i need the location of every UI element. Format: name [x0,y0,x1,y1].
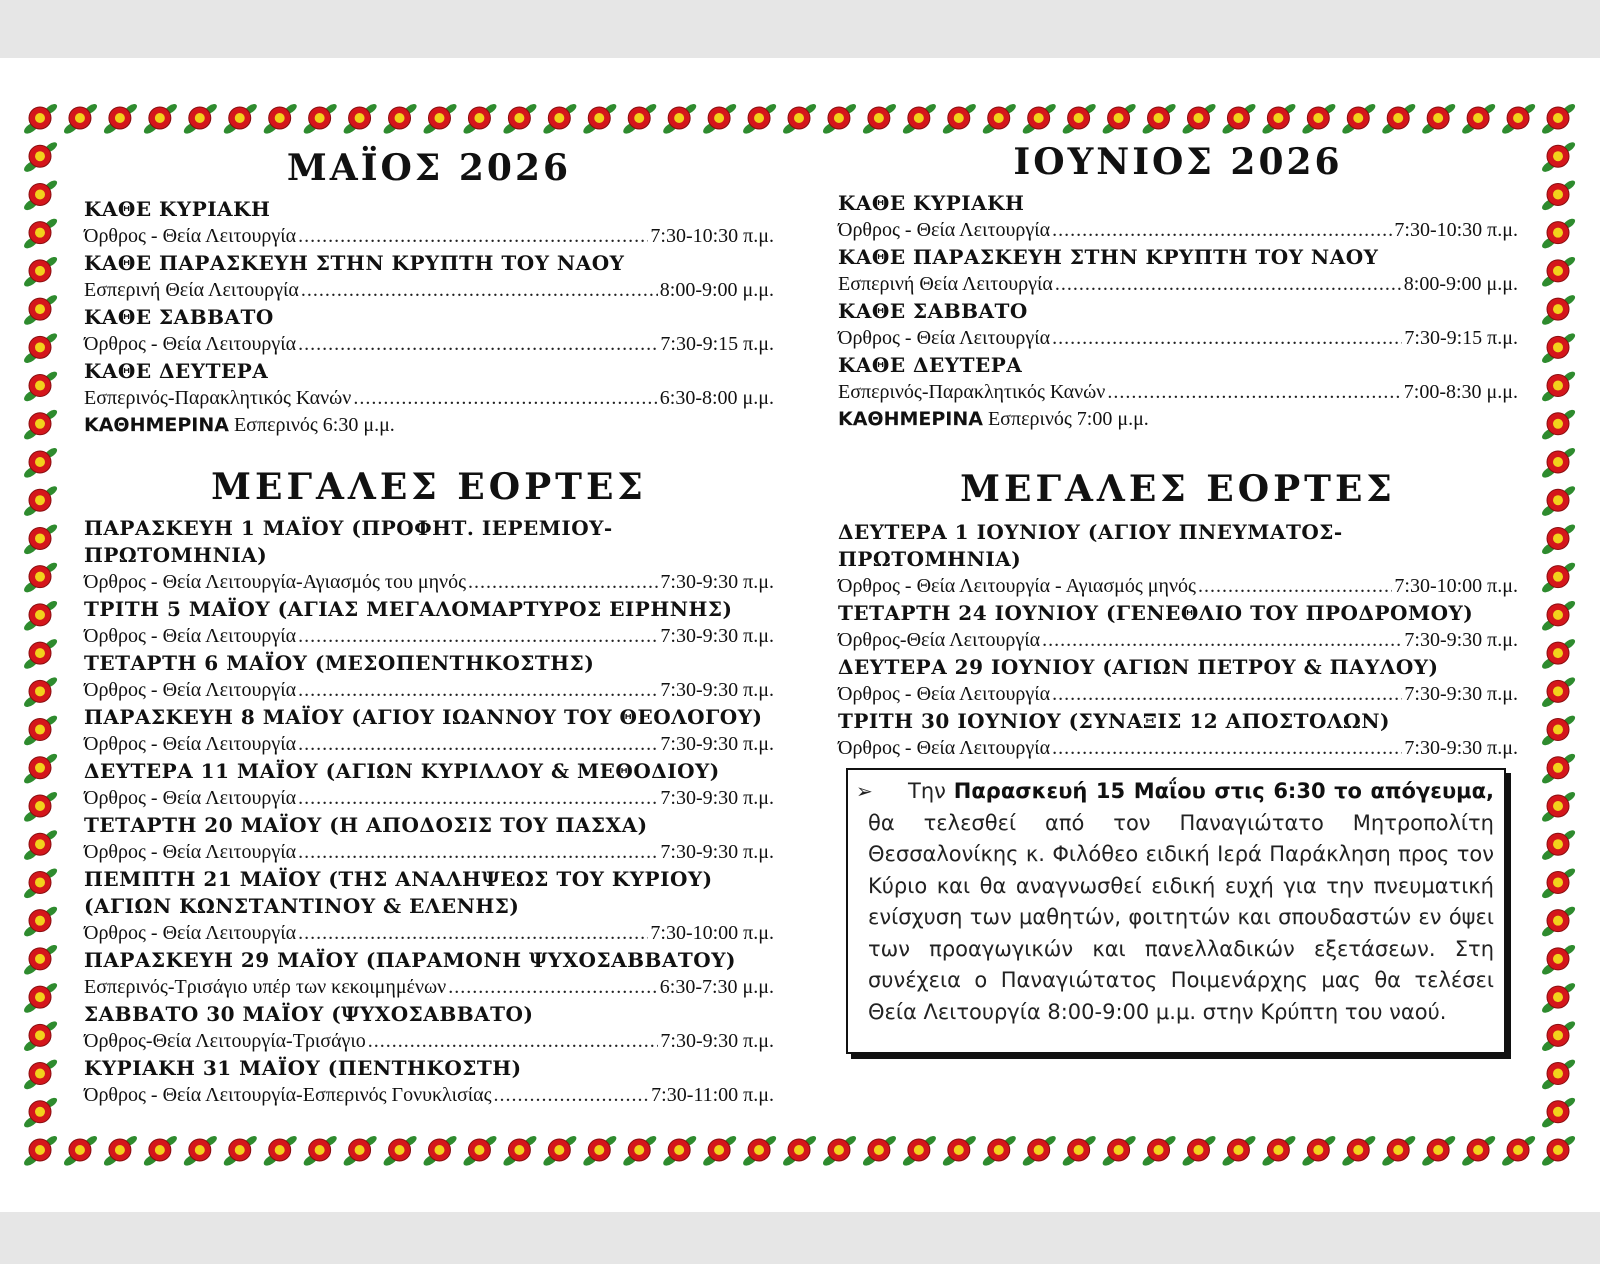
service-heading: ΚΑΘΕ ΚΥΡΙΑΚΗ [84,197,271,221]
red-flower-icon [422,1134,459,1168]
service-name: Εσπερινός-Παρακλητικός Κανών [838,381,1106,403]
service-time: 7:30-9:30 π.μ. [660,787,774,809]
red-flower-icon [1261,102,1298,136]
red-flower-icon [1380,1134,1417,1168]
red-flower-icon [1540,943,1577,977]
service-time: 7:30-9:30 π.μ. [660,733,774,755]
red-flower-icon [62,1134,99,1168]
red-flower-icon [422,102,459,136]
service-line [84,331,774,358]
red-flower-icon [1021,102,1058,136]
service-heading: ΤΡΙΤΗ 30 ΙΟΥΝΙΟΥ (ΣΥΝΑΞΙΣ 12 ΑΠΟΣΤΟΛΩΝ) [838,709,1391,733]
red-flower-icon [502,1134,539,1168]
red-flower-icon [1540,523,1577,557]
red-flower-icon [741,102,778,136]
red-flower-icon [1540,179,1577,213]
red-flower-icon [1101,1134,1138,1168]
service-heading: ΤΕΤΑΡΤΗ 20 ΜΑΪΟΥ (Η ΑΠΟΔΟΣΙΣ ΤΟΥ ΠΑΣΧΑ) [84,813,648,837]
dot-leader [1042,627,1402,654]
red-flower-icon [1061,102,1098,136]
red-flower-icon [1540,331,1577,365]
dot-leader [301,277,658,304]
red-flower-icon [22,293,59,327]
service-time: 7:30-9:15 π.μ. [1404,327,1518,349]
red-flower-icon [22,1058,59,1092]
red-flower-icon [22,255,59,289]
service-time: 7:30-9:30 π.μ. [660,1030,774,1052]
red-flower-icon [382,1134,419,1168]
service-name: Όρθρος - Θεία Λειτουργία [838,683,1051,705]
dot-leader [1052,325,1402,352]
red-flower-icon [701,102,738,136]
june-feasts-title: ΜΕΓΑΛΕΣ ΕΟΡΤΕΣ [960,468,1396,510]
service-name: Όρθρος-Θεία Λειτουργία [838,629,1041,651]
service-line [838,379,1518,406]
may-daily [84,412,774,439]
notice-highlight: Παρασκευή 15 Μαΐου στις 6:30 το απόγευμα, [953,779,1494,803]
service-line [838,627,1518,654]
may-title: ΜΑΪΟΣ 2026 [286,147,572,189]
dot-leader [494,1082,650,1109]
service-line [838,325,1518,352]
red-flower-icon [1540,790,1577,824]
may-feasts-list [84,515,774,1109]
red-flower-icon [22,408,59,442]
service-line [84,974,774,1001]
red-flower-icon [1540,1134,1577,1168]
service-name: Όρθρος - Θεία Λειτουργία [84,225,297,247]
may-column [84,146,774,1109]
service-time: 8:00-9:00 μ.μ. [659,279,774,301]
service-heading: ΠΕΜΠΤΗ 21 ΜΑΪΟΥ (ΤΗΣ ΑΝΑΛΗΨΕΩΣ ΤΟΥ ΚΥΡΙΟΥ) [84,867,713,891]
service-heading: ΚΑΘΕ ΔΕΥΤΕΡΑ [84,359,269,383]
service-line [838,271,1518,298]
red-flower-icon [22,1019,59,1053]
red-flower-icon [1540,370,1577,404]
red-flower-icon [22,714,59,748]
red-flower-icon [1540,255,1577,289]
red-flower-icon [22,599,59,633]
red-flower-icon [22,446,59,480]
red-flower-icon [22,790,59,824]
service-line [84,785,774,812]
service-name: Εσπερινός-Τρισάγιο υπέρ των κεκοιμημένων [84,976,447,998]
red-flower-icon [1540,484,1577,518]
red-flower-icon [941,1134,978,1168]
red-flower-icon [1261,1134,1298,1168]
red-flower-icon [1540,828,1577,862]
notice-body: θα τελεσθεί από τον Παναγιώτατο Μητροπολίτη Θεσσαλονίκης κ. Φιλόθεο ειδική Ιερά Παράκληση προς τον Κύριο και θα αναγνωσθεί ειδική ευχή για την πνευματική ενίσχυση των μαθητών, φοιτητών και σπουδαστών εν όψει των προαγωγικών και πανελλαδικών εξετάσεων. Στη συνέχεια ο Παναγιώτατος Ποιμενάρχης μας θα τελέσει Θεία Λειτουργία 8:00-9:00 μ.μ. στην Κρύπτη του ναού. [868,810,1494,1024]
red-flower-icon [1500,102,1537,136]
dot-leader [1107,379,1401,406]
service-heading: ΣΑΒΒΑΤΟ 30 ΜΑΪΟΥ (ΨΥΧΟΣΑΒΒΑΤΟ) [84,1002,534,1026]
service-time: 7:30-10:30 π.μ. [650,225,774,247]
service-line [84,277,774,304]
red-flower-icon [861,1134,898,1168]
service-name: Όρθρος - Θεία Λειτουργία [84,787,297,809]
red-flower-icon [22,140,59,174]
red-flower-icon [1300,102,1337,136]
service-line [838,573,1518,600]
service-line [84,569,774,596]
dot-leader [1052,217,1392,244]
red-flower-icon [661,1134,698,1168]
service-time: 7:30-9:15 π.μ. [660,333,774,355]
dot-leader [298,677,658,704]
red-flower-icon [1540,217,1577,251]
dot-leader [1052,681,1402,708]
red-flower-icon [182,102,219,136]
service-time: 8:00-9:00 μ.μ. [1403,273,1518,295]
red-flower-icon [462,102,499,136]
service-line [84,1082,774,1109]
red-flower-icon [502,102,539,136]
red-flower-icon [342,102,379,136]
service-heading: ΔΕΥΤΕΡΑ 29 ΙΟΥΝΙΟΥ (ΑΓΙΩΝ ΠΕΤΡΟΥ & ΠΑΥΛΟΥ) [838,655,1439,679]
red-flower-icon [22,1134,59,1168]
dot-leader [1052,735,1402,762]
service-heading: ΠΑΡΑΣΚΕΥΗ 8 ΜΑΪΟΥ (ΑΓΙΟΥ ΙΩΑΝΝΟΥ ΤΟΥ ΘΕΟΛΟΓΟΥ) [84,705,763,729]
service-name: Όρθρος - Θεία Λειτουργία [838,219,1051,241]
service-name: Όρθρος - Θεία Λειτουργία [84,922,297,944]
red-flower-icon [1420,1134,1457,1168]
service-time: 7:30-9:30 π.μ. [660,625,774,647]
red-flower-icon [621,102,658,136]
service-line [84,677,774,704]
red-flower-icon [22,370,59,404]
red-flower-icon [701,1134,738,1168]
service-name: Όρθρος - Θεία Λειτουργία [84,679,297,701]
red-flower-icon [22,102,59,136]
red-flower-icon [1420,102,1457,136]
red-flower-icon [22,523,59,557]
service-heading: ΚΑΘΕ ΣΑΒΒΑΤΟ [84,305,274,329]
red-flower-icon [1300,1134,1337,1168]
service-name: Όρθρος - Θεία Λειτουργία-Εσπερινός Γονυκλισίας [84,1084,492,1106]
red-flower-icon [1540,599,1577,633]
june-daily-label: ΚΑΘΗΜΕΡΙΝΑ [838,408,983,430]
dot-leader [468,569,658,596]
service-name: Όρθρος - Θεία Λειτουργία-Αγιασμός του μηνός [84,571,466,593]
red-flower-icon [901,102,938,136]
service-heading: ΚΑΘΕ ΠΑΡΑΣΚΕΥΗ ΣΤΗΝ ΚΡΥΠΤΗ ΤΟΥ ΝΑΟΥ [84,251,625,275]
red-flower-icon [781,102,818,136]
service-line [838,681,1518,708]
red-flower-icon [22,981,59,1015]
service-line [84,623,774,650]
red-flower-icon [262,1134,299,1168]
red-flower-icon [142,1134,179,1168]
service-heading: ΚΑΘΕ ΣΑΒΒΑΤΟ [838,299,1028,323]
dot-leader [298,623,658,650]
red-flower-icon [621,1134,658,1168]
red-flower-icon [1141,1134,1178,1168]
red-flower-icon [142,102,179,136]
red-flower-icon [222,1134,259,1168]
red-flower-icon [22,331,59,365]
red-flower-icon [22,179,59,213]
red-flower-icon [581,1134,618,1168]
service-line [84,731,774,758]
red-flower-icon [821,1134,858,1168]
service-heading: ΤΡΙΤΗ 5 ΜΑΪΟΥ (ΑΓΙΑΣ ΜΕΓΑΛΟΜΑΡΤΥΡΟΣ ΕΙΡΗΝΗΣ) [84,597,733,621]
service-line [838,735,1518,762]
service-name: Εσπερινός-Παρακλητικός Κανών [84,387,352,409]
june-daily-text: Εσπερινός 7:00 μ.μ. [982,408,1149,430]
notice-intro: Την [908,779,954,803]
may-weekly-list [84,196,774,412]
red-flower-icon [1540,714,1577,748]
service-time: 6:30-8:00 μ.μ. [659,387,774,409]
dot-leader [298,731,658,758]
red-flower-icon [22,867,59,901]
red-flower-icon [1221,102,1258,136]
service-name: Όρθρος - Θεία Λειτουργία [838,737,1051,759]
service-line [838,217,1518,244]
red-flower-icon [1460,102,1497,136]
dot-leader [368,1028,659,1055]
red-flower-icon [1181,1134,1218,1168]
red-flower-icon [22,561,59,595]
service-name: Όρθρος - Θεία Λειτουργία [84,841,297,863]
service-heading: ΚΑΘΕ ΚΥΡΙΑΚΗ [838,191,1025,215]
service-line [84,1028,774,1055]
red-flower-icon [462,1134,499,1168]
service-time: 7:30-10:00 π.μ. [1394,575,1518,597]
dot-leader [1198,573,1392,600]
red-flower-icon [1540,1096,1577,1130]
red-flower-icon [1540,446,1577,480]
red-flower-icon [1181,102,1218,136]
red-flower-icon [981,102,1018,136]
red-flower-icon [342,1134,379,1168]
dot-leader [1055,271,1402,298]
red-flower-icon [981,1134,1018,1168]
service-time: 7:00-8:30 μ.μ. [1403,381,1518,403]
arrow-bullet-icon: ➢ [856,779,873,803]
red-flower-icon [861,102,898,136]
dot-leader [448,974,658,1001]
service-time: 7:30-9:30 π.μ. [660,841,774,863]
service-heading: ΠΑΡΑΣΚΕΥΗ 29 ΜΑΪΟΥ (ΠΑΡΑΜΟΝΗ ΨΥΧΟΣΑΒΒΑΤΟΥ) [84,948,736,972]
service-heading-continued: (ΑΓΙΩΝ ΚΩΝΣΤΑΝΤΙΝΟΥ & ΕΛΕΝΗΣ) [84,894,520,918]
service-time: 7:30-11:00 π.μ. [651,1084,774,1106]
red-flower-icon [941,102,978,136]
red-flower-icon [302,1134,339,1168]
red-flower-icon [581,102,618,136]
service-heading: ΔΕΥΤΕΡΑ 11 ΜΑΪΟΥ (ΑΓΙΩΝ ΚΥΡΙΛΛΟΥ & ΜΕΘΟΔΙΟΥ) [84,759,720,783]
red-flower-icon [1540,905,1577,939]
service-time: 7:30-9:30 π.μ. [660,679,774,701]
red-flower-icon [1141,102,1178,136]
service-time: 7:30-10:30 π.μ. [1394,219,1518,241]
may-daily-label: ΚΑΘΗΜΕΡΙΝΑ [84,414,229,436]
service-name: Όρθρος - Θεία Λειτουργία - Αγιασμός μηνός [838,575,1196,597]
schedule-sheet [0,58,1600,1212]
red-flower-icon [1340,1134,1377,1168]
service-name: Εσπερινή Θεία Λειτουργία [84,279,299,301]
service-line [84,385,774,412]
red-flower-icon [22,637,59,671]
red-flower-icon [62,102,99,136]
red-flower-icon [1101,102,1138,136]
service-heading: ΚΑΘΕ ΠΑΡΑΣΚΕΥΗ ΣΤΗΝ ΚΡΥΠΤΗ ΤΟΥ ΝΑΟΥ [838,245,1379,269]
service-line [84,920,774,947]
notice-box [846,768,1506,1054]
june-weekly-list [838,190,1518,406]
service-name: Όρθρος-Θεία Λειτουργία-Τρισάγιο [84,1030,366,1052]
red-flower-icon [1540,675,1577,709]
red-flower-icon [22,943,59,977]
red-flower-icon [182,1134,219,1168]
red-flower-icon [1540,102,1577,136]
red-flower-icon [1540,981,1577,1015]
red-flower-icon [102,102,139,136]
service-name: Όρθρος - Θεία Λειτουργία [84,733,297,755]
dot-leader [298,223,648,250]
red-flower-icon [22,484,59,518]
service-heading: ΔΕΥΤΕΡΑ 1 ΙΟΥΝΙΟΥ (ΑΓΙΟΥ ΠΝΕΥΜΑΤΟΣ-ΠΡΩΤΟΜΗΝΙΑ) [838,520,1343,571]
dot-leader [298,331,658,358]
notice-text [868,776,1494,1028]
red-flower-icon [22,675,59,709]
dot-leader [298,839,658,866]
red-flower-icon [1221,1134,1258,1168]
service-time: 7:30-9:30 π.μ. [1404,683,1518,705]
service-name: Όρθρος - Θεία Λειτουργία [84,625,297,647]
red-flower-icon [821,102,858,136]
red-flower-icon [1540,1019,1577,1053]
red-flower-icon [22,1096,59,1130]
service-time: 7:30-10:00 π.μ. [650,922,774,944]
service-time: 6:30-7:30 μ.μ. [659,976,774,998]
red-flower-icon [781,1134,818,1168]
red-flower-icon [1460,1134,1497,1168]
service-heading: ΠΑΡΑΣΚΕΥΗ 1 ΜΑΪΟΥ (ΠΡΟΦΗΤ. ΙΕΡΕΜΙΟΥ-ΠΡΩΤΟΜΗΝΙΑ) [84,516,613,567]
service-heading: ΤΕΤΑΡΤΗ 6 ΜΑΪΟΥ (ΜΕΣΟΠΕΝΤΗΚΟΣΤΗΣ) [84,651,595,675]
red-flower-icon [901,1134,938,1168]
red-flower-icon [1540,752,1577,786]
red-flower-icon [102,1134,139,1168]
service-heading: ΚΥΡΙΑΚΗ 31 ΜΑΪΟΥ (ΠΕΝΤΗΚΟΣΤΗ) [84,1056,522,1080]
red-flower-icon [1380,102,1417,136]
red-flower-icon [1021,1134,1058,1168]
red-flower-icon [22,828,59,862]
red-flower-icon [1540,293,1577,327]
red-flower-icon [1540,408,1577,442]
red-flower-icon [222,102,259,136]
service-name: Όρθρος - Θεία Λειτουργία [84,333,297,355]
may-daily-text: Εσπερινός 6:30 μ.μ. [228,414,395,436]
red-flower-icon [661,102,698,136]
red-flower-icon [22,905,59,939]
june-feasts-list [838,519,1518,762]
june-column [838,140,1518,762]
service-time: 7:30-9:30 π.μ. [1404,629,1518,651]
red-flower-icon [1061,1134,1098,1168]
service-line [84,839,774,866]
dot-leader [353,385,657,412]
red-flower-icon [1540,1058,1577,1092]
service-time: 7:30-9:30 π.μ. [660,571,774,593]
june-title: ΙΟΥΝΙΟΣ 2026 [1013,141,1343,183]
dot-leader [298,920,648,947]
red-flower-icon [22,217,59,251]
red-flower-icon [1500,1134,1537,1168]
service-name: Εσπερινή Θεία Λειτουργία [838,273,1053,295]
red-flower-icon [262,102,299,136]
may-feasts-title: ΜΕΓΑΛΕΣ ΕΟΡΤΕΣ [211,466,647,508]
red-flower-icon [1540,561,1577,595]
red-flower-icon [541,1134,578,1168]
june-daily [838,406,1518,433]
red-flower-icon [22,752,59,786]
red-flower-icon [1540,140,1577,174]
service-name: Όρθρος - Θεία Λειτουργία [838,327,1051,349]
red-flower-icon [541,102,578,136]
dot-leader [298,785,658,812]
red-flower-icon [1540,637,1577,671]
red-flower-icon [1540,867,1577,901]
service-heading: ΤΕΤΑΡΤΗ 24 ΙΟΥΝΙΟΥ (ΓΕΝΕΘΛΙΟ ΤΟΥ ΠΡΟΔΡΟΜΟΥ) [838,601,1474,625]
service-heading: ΚΑΘΕ ΔΕΥΤΕΡΑ [838,353,1023,377]
service-line [84,223,774,250]
red-flower-icon [1340,102,1377,136]
red-flower-icon [382,102,419,136]
red-flower-icon [741,1134,778,1168]
service-time: 7:30-9:30 π.μ. [1404,737,1518,759]
red-flower-icon [302,102,339,136]
